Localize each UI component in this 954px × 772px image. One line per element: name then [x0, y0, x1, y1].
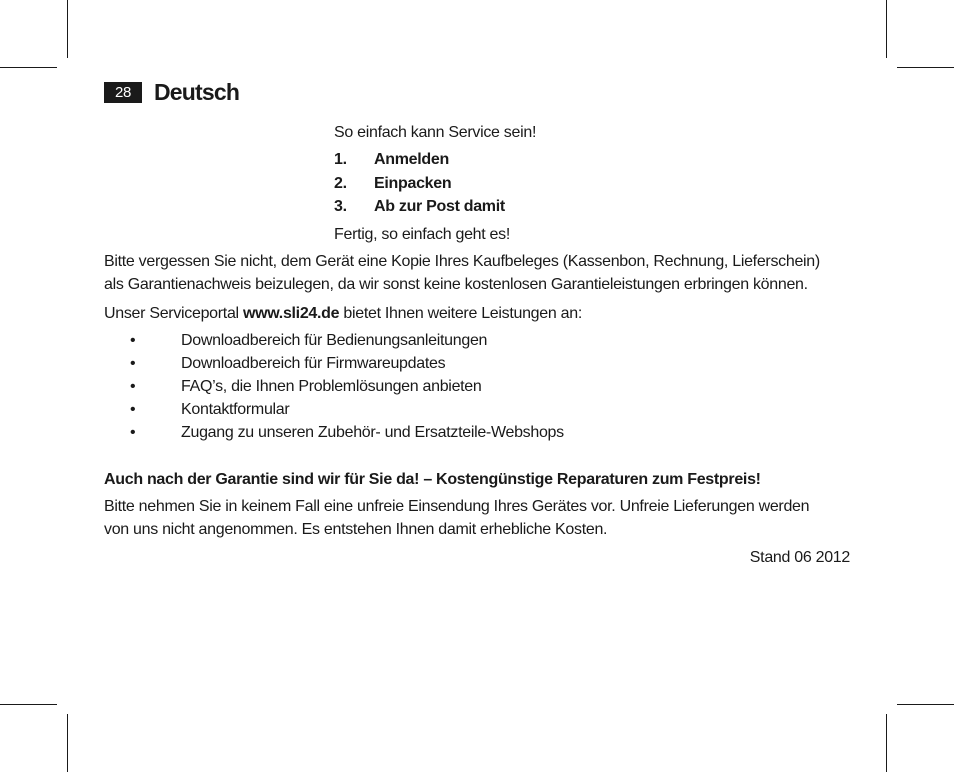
step-label: Anmelden	[374, 151, 449, 168]
bullet-icon: •	[130, 355, 136, 372]
page-number-badge: 28	[104, 82, 142, 103]
step-item	[334, 195, 505, 218]
step-number: 2.	[334, 175, 347, 192]
crop-mark-top-left-vertical	[67, 0, 68, 58]
list-item-text: Kontaktformular	[181, 401, 290, 418]
crop-mark-bottom-right-horizontal	[897, 704, 954, 705]
list-item-text: Zugang zu unseren Zubehör- und Ersatzteile-Webshops	[181, 424, 564, 441]
step-label: Ab zur Post damit	[374, 198, 505, 215]
step-number: 3.	[334, 198, 347, 215]
notice-line-1: Bitte nehmen Sie in keinem Fall eine unfreie Einsendung Ihres Gerätes vor. Unfreie Lieferungen werden	[104, 498, 810, 515]
after-warranty-heading: Auch nach der Garantie sind wir für Sie da! – Kostengünstige Reparaturen zum Festpreis!	[104, 471, 761, 488]
portal-url-link[interactable]: www.sli24.de	[242, 305, 340, 322]
portal-suffix: bietet Ihnen weitere Leistungen an:	[339, 305, 582, 322]
step-label: Einpacken	[374, 175, 452, 192]
portal-prefix: Unser Serviceportal	[104, 305, 243, 322]
step-number: 1.	[334, 151, 347, 168]
done-line: Fertig, so einfach geht es!	[334, 226, 511, 243]
list-item	[130, 421, 564, 444]
notice-line-2: von uns nicht angenommen. Es entstehen Ihnen damit erhebliche Kosten.	[104, 521, 608, 538]
bullet-icon: •	[130, 378, 136, 395]
crop-mark-top-left-horizontal	[0, 67, 57, 68]
intro-line: So einfach kann Service sein!	[334, 124, 537, 141]
section-title: Deutsch	[154, 78, 240, 105]
list-item-text: FAQ’s, die Ihnen Problemlösungen anbieten	[181, 378, 482, 395]
reminder-line-2: als Garantienachweis beizulegen, da wir sonst keine kostenlosen Garantieleistungen erbringen können.	[104, 276, 808, 293]
step-item	[334, 148, 449, 171]
portal-line	[104, 302, 582, 325]
step-item	[334, 172, 451, 195]
bullet-icon: •	[130, 332, 136, 349]
list-item	[130, 352, 445, 375]
list-item-text: Downloadbereich für Firmwareupdates	[181, 355, 446, 372]
list-item	[130, 329, 487, 352]
crop-mark-top-right-horizontal	[897, 67, 954, 68]
crop-mark-top-right-vertical	[886, 0, 887, 58]
list-item-text: Downloadbereich für Bedienungsanleitungen	[181, 332, 488, 349]
list-item	[130, 398, 289, 421]
stand-date: Stand 06 2012	[749, 549, 850, 566]
crop-mark-bottom-right-vertical	[886, 714, 887, 772]
list-item	[130, 375, 482, 398]
crop-mark-bottom-left-horizontal	[0, 704, 57, 705]
bullet-icon: •	[130, 424, 136, 441]
bullet-icon: •	[130, 401, 136, 418]
page-header	[104, 80, 239, 104]
crop-mark-bottom-left-vertical	[67, 714, 68, 772]
reminder-line-1: Bitte vergessen Sie nicht, dem Gerät eine Kopie Ihres Kaufbeleges (Kassenbon, Rechnung, Lieferschein)	[104, 253, 820, 270]
